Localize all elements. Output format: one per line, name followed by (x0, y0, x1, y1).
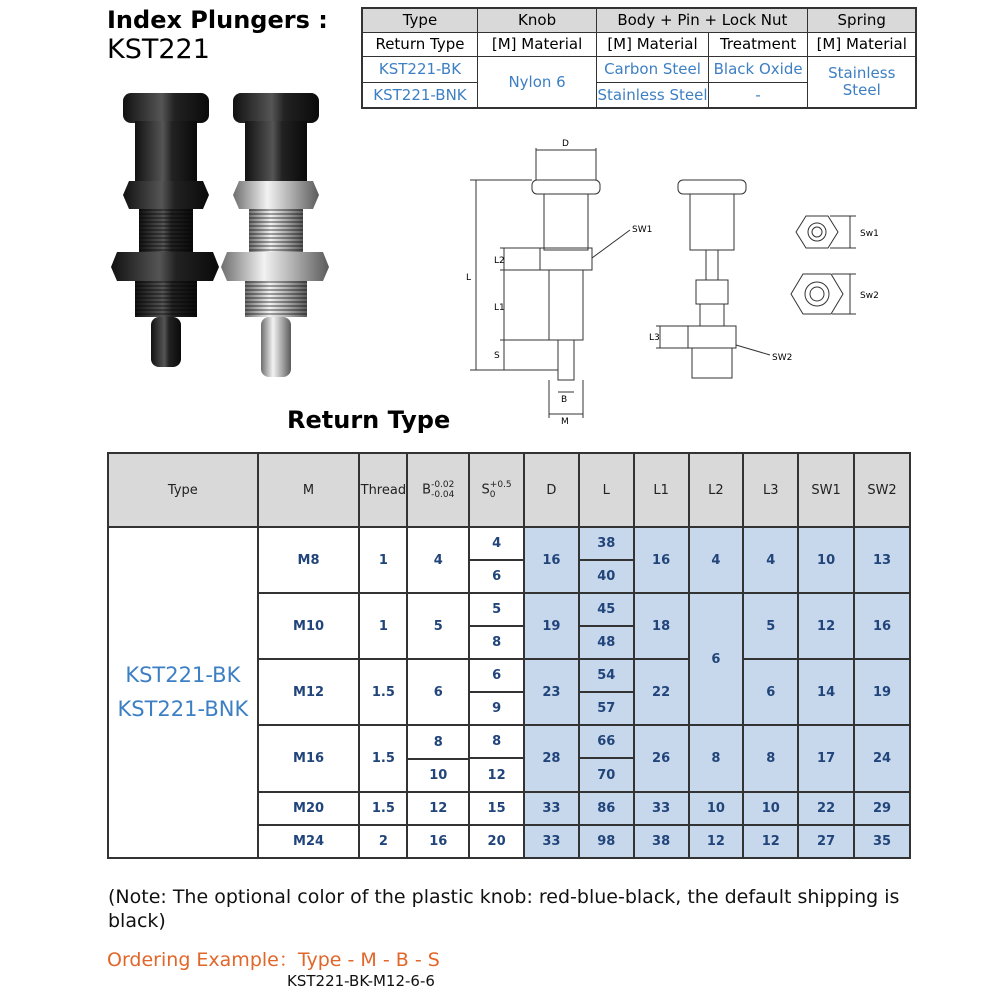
page-title: Index Plungers : (107, 6, 328, 34)
subheader-knob-material: [M] Material (477, 32, 596, 56)
cell-sw2: 24 (854, 725, 910, 792)
cell-m: M16 (258, 725, 360, 792)
dim-label-sw2-nut: Sw2 (860, 291, 879, 301)
col-l1: L1 (634, 453, 689, 527)
cell-l2: 8 (689, 725, 744, 792)
body-material-bnk: Stainless Steel (597, 82, 709, 108)
cell-thread: 1.5 (359, 725, 407, 792)
col-sw1: SW1 (798, 453, 854, 527)
cell-d: 19 (524, 593, 579, 659)
cell-sw2: 35 (854, 825, 910, 858)
model-code: KST221 (107, 34, 210, 65)
dim-label-s: S (494, 351, 500, 361)
cell-l3: 8 (743, 725, 798, 792)
cell-l3: 12 (743, 825, 798, 858)
subheader-spring-material: [M] Material (808, 32, 916, 56)
cell-s: 5 (469, 593, 524, 626)
cell-sw2: 29 (854, 792, 910, 825)
header-type: Type (362, 8, 477, 32)
cell-sw2: 16 (854, 593, 910, 659)
cell-thread: 1.5 (359, 792, 407, 825)
dim-label-m: M (561, 417, 569, 427)
cell-s: 9 (469, 692, 524, 725)
col-type: Type (108, 453, 258, 527)
dim-label-l: L (466, 273, 472, 283)
type-bnk: KST221-BNK (362, 82, 477, 108)
cell-b: 6 (407, 659, 469, 725)
dim-label-l3: L3 (649, 333, 660, 343)
treatment-bnk: - (708, 82, 808, 108)
header-body: Body + Pin + Lock Nut (597, 8, 808, 32)
ordering-example: Ordering Example：Type - M - B - S (107, 949, 440, 971)
cell-thread: 1 (359, 593, 407, 659)
col-s: S+0.5 0 (469, 453, 524, 527)
cell-l: 40 (579, 560, 634, 593)
knob-material: Nylon 6 (477, 56, 596, 108)
cell-l1: 22 (634, 659, 689, 725)
header-spring: Spring (808, 8, 916, 32)
note-text: (Note: The optional color of the plastic knob: red-blue-black, the default shipping is black) (108, 886, 900, 932)
cell-l1: 26 (634, 725, 689, 792)
cell-l3: 10 (743, 792, 798, 825)
cell-l: 70 (579, 758, 634, 792)
cell-l2: 10 (689, 792, 744, 825)
spring-material: Stainless Steel (808, 56, 916, 108)
cell-thread: 2 (359, 825, 407, 858)
product-photo (105, 85, 345, 385)
treatment-bk: Black Oxide (708, 56, 808, 82)
cell-m: M20 (258, 792, 360, 825)
cell-s: 20 (469, 825, 524, 858)
cell-l3: 6 (743, 659, 798, 725)
body-material-bk: Carbon Steel (597, 56, 709, 82)
col-thread: Thread (359, 453, 407, 527)
cell-l: 66 (579, 725, 634, 758)
col-l3: L3 (743, 453, 798, 527)
col-m: M (258, 453, 360, 527)
type-bk: KST221-BK (362, 56, 477, 82)
materials-table (361, 7, 917, 109)
cell-thread: 1 (359, 527, 407, 593)
dim-label-sw2-callout: SW2 (772, 353, 793, 363)
col-b: B-0.02 -0.04 (407, 453, 469, 527)
cell-sw1: 22 (798, 792, 854, 825)
cell-l: 57 (579, 692, 634, 725)
cell-l1: 18 (634, 593, 689, 659)
cell-b: 16 (407, 825, 469, 858)
cell-s: 12 (469, 758, 524, 792)
subheader-return-type: Return Type (362, 32, 477, 56)
cell-m: M8 (258, 527, 360, 593)
dim-label-sw1-callout: SW1 (632, 225, 653, 235)
cell-b: 8 (407, 725, 469, 759)
subheader-treatment: Treatment (708, 32, 808, 56)
cell-b: 10 (407, 759, 469, 792)
dim-label-sw1-nut: Sw1 (860, 229, 879, 239)
cell-b: 4 (407, 527, 469, 593)
cell-m: M12 (258, 659, 360, 725)
cell-l2: 4 (689, 527, 744, 593)
cell-sw1: 17 (798, 725, 854, 792)
cell-l: 38 (579, 527, 634, 560)
cell-s: 6 (469, 659, 524, 692)
section-title: Return Type (287, 406, 451, 434)
cell-thread: 1.5 (359, 659, 407, 725)
cell-sw1: 14 (798, 659, 854, 725)
cell-d: 23 (524, 659, 579, 725)
table-row (108, 527, 910, 560)
technical-drawing (460, 130, 900, 430)
cell-l: 98 (579, 825, 634, 858)
cell-s: 6 (469, 560, 524, 593)
cell-l2: 6 (689, 593, 744, 725)
cell-l: 45 (579, 593, 634, 626)
cell-s: 4 (469, 527, 524, 560)
cell-l3: 4 (743, 527, 798, 593)
dim-label-l2: L2 (494, 256, 505, 266)
header-knob: Knob (477, 8, 596, 32)
dim-label-d: D (562, 139, 569, 149)
cell-l1: 16 (634, 527, 689, 593)
col-sw2: SW2 (854, 453, 910, 527)
col-d: D (524, 453, 579, 527)
cell-l1: 33 (634, 792, 689, 825)
col-l: L (579, 453, 634, 527)
cell-l: 54 (579, 659, 634, 692)
cell-d: 33 (524, 825, 579, 858)
cell-sw2: 13 (854, 527, 910, 593)
col-l2: L2 (689, 453, 744, 527)
ordering-code: KST221-BK-M12-6-6 (287, 972, 435, 990)
spec-table (107, 452, 911, 859)
cell-s: 8 (469, 725, 524, 758)
cell-l: 48 (579, 626, 634, 659)
subheader-body-material: [M] Material (597, 32, 709, 56)
cell-d: 33 (524, 792, 579, 825)
cell-sw1: 12 (798, 593, 854, 659)
cell-sw1: 10 (798, 527, 854, 593)
cell-sw2: 19 (854, 659, 910, 725)
cell-b: 12 (407, 792, 469, 825)
dim-label-b: B (561, 395, 568, 405)
cell-b: 5 (407, 593, 469, 659)
cell-sw1: 27 (798, 825, 854, 858)
cell-d: 28 (524, 725, 579, 792)
type-cell: KST221-BK KST221-BNK (108, 527, 258, 858)
cell-m: M10 (258, 593, 360, 659)
cell-s: 8 (469, 626, 524, 659)
cell-s: 15 (469, 792, 524, 825)
cell-l3: 5 (743, 593, 798, 659)
dim-label-l1: L1 (494, 303, 505, 313)
cell-d: 16 (524, 527, 579, 593)
cell-l2: 12 (689, 825, 744, 858)
cell-l1: 38 (634, 825, 689, 858)
cell-l: 86 (579, 792, 634, 825)
cell-m: M24 (258, 825, 360, 858)
